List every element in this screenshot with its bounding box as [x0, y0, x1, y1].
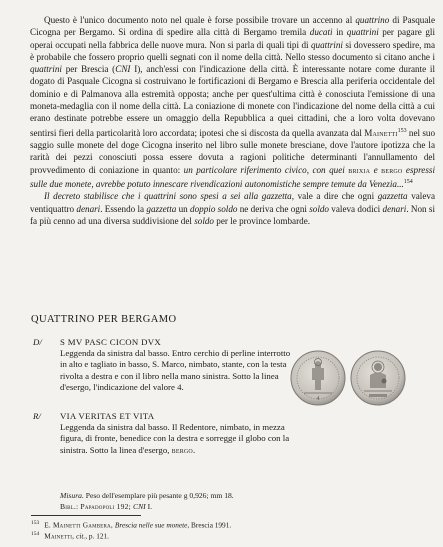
italic-run: doppio soldo	[190, 203, 238, 214]
coin-photographs	[288, 345, 408, 411]
mint-mark-word: bergo	[171, 444, 193, 455]
quote-run: un particolare riferimento civico, con quei	[183, 164, 349, 175]
italic-run: soldo	[194, 215, 214, 226]
text-run: , vale a dire che ogni	[291, 191, 378, 202]
quote-run: espressi sulle due monete, avrebbe potuto innescare rivendicazioni autonomistiche sempre temute da Venezia...	[30, 164, 435, 189]
italic-run: soldo	[309, 203, 329, 214]
italic-run: CNI	[115, 64, 131, 75]
text-run: nel suo saggio sulle monete del doge Cicogna inserito nel libro sulle monete bresciane, dove l'autore ipotizza che la rarità dei pezzi conosciuti possa essere dovuta a ragioni politiche determinanti l'annullamento del provvedimento di coniazione in quanto:	[30, 127, 436, 175]
text-run: un	[176, 203, 191, 214]
footnote-ref[interactable]: 154	[403, 178, 413, 185]
text-run: per le province lombarde.	[214, 215, 311, 226]
text-run: .	[192, 444, 196, 455]
text-run: si dovessero spedire, ma è probabile che fossero proprio quelli segnati con il nome della città. Nello stesso documento si citano anche i	[30, 39, 435, 62]
coin-metrics	[60, 490, 234, 512]
footnote-text: , p. 121.	[85, 531, 109, 541]
italic-run: quattrini	[346, 27, 379, 38]
italic-run: denari	[76, 203, 101, 214]
paragraph-1	[30, 14, 435, 190]
footnote-number: 154	[31, 531, 40, 538]
paragraph-2	[30, 190, 435, 227]
reverse-legend: VIA VERITAS ET VITA	[60, 411, 155, 421]
obverse-legend: S MV PASC CICON DVX	[60, 337, 162, 347]
quote-word: bergo	[381, 164, 403, 175]
footnote-number: 153	[31, 520, 40, 526]
italic-run: gazzetta	[146, 203, 177, 214]
reverse-label: R/	[33, 411, 41, 421]
italic-run: quattrini	[310, 39, 343, 50]
reverse-description	[60, 422, 298, 456]
obverse-label: D/	[33, 337, 42, 347]
bibliography-text: I.	[145, 502, 153, 511]
footnote-text: , Brescia 1991.	[187, 520, 232, 530]
text-run: valeva dodici	[329, 203, 383, 214]
italic-run: quattrini	[30, 64, 62, 75]
footnote-author: Mainetti,	[42, 531, 77, 541]
quote-word: brixia	[348, 164, 371, 175]
bibliography-line	[60, 501, 234, 512]
italic-run: gazzetta	[261, 191, 292, 202]
text-run: per pagare gli operai occupati nella fabbrica delle nuove mura. Non si parla di quali tipi di	[30, 27, 435, 50]
text-run: in	[332, 27, 347, 38]
footnote-153	[31, 519, 231, 530]
text-run: Leggenda da sinistra dal basso. Il Redentore, nimbato, in mezza figura, di fronte, benedice con la destra e sorregge il globo con la sinistra. Sotto la linea d'esergo,	[60, 422, 290, 455]
footnote-divider	[31, 515, 141, 516]
bibliography-label: Bibl.:	[60, 502, 79, 511]
footnote-154	[31, 530, 231, 541]
text-run: ne deriva che ogni	[237, 203, 310, 214]
svg-text:4: 4	[316, 396, 320, 402]
footnotes	[31, 519, 231, 541]
italic-run: quattrino	[355, 15, 390, 25]
bibliography-text: Papadopoli 192;	[78, 502, 134, 511]
reverse-coin-image	[351, 351, 405, 405]
text-run: valeva ventiquattro	[30, 191, 435, 214]
text-run: I), anch'essi con l'indicazione della città. È interessante notare come durante il dogato di Pasquale Cicogna si costruivano le fortificazioni di Bergamo e Brescia alla periferia occidentale del dominio e di Palmanova alla estremità opposta; anche per quest'ultima città è conosciuta l'emissione di una moneta-medaglia con il nome della città. La coniazione di monete con l'indicazione del nome della città a cui erano destinate potrebbe essere un omaggio della Repubblica a quei cittadini, che a loro volta dovevano sentirsi fieri della particolarità loro accordata; ipotesi che si discosta da quella avanzata dal	[30, 64, 435, 138]
italic-run: denari	[382, 203, 407, 214]
measure-label: Misura.	[60, 491, 84, 500]
italic-run: gazzetta	[377, 191, 408, 202]
footnote-title: cit.	[76, 531, 86, 541]
measure-line	[60, 490, 234, 501]
footnote-title: Brescia nelle sue monete	[114, 520, 188, 530]
text-run: di Pasquale Cicogna per Bergamo. Si ordina di spedire alla città di Bergamo tremila	[30, 15, 435, 38]
obverse-coin-image	[291, 351, 345, 405]
footnote-author: E. Mainetti Gambera,	[42, 520, 115, 530]
measure-text: Peso dell'esemplare più pesante g 0,926; mm 18.	[83, 491, 234, 500]
footnote-ref[interactable]: 153	[397, 127, 407, 134]
text-run: . Essendo la	[100, 203, 147, 214]
text-run: . Non si fa più cenno ad una diversa suddivisione del	[30, 203, 435, 226]
author-name: Mainetti	[364, 127, 398, 138]
quote-run: e	[370, 164, 382, 175]
text-run: per Brescia (	[61, 64, 116, 75]
italic-run: Il decreto stabilisce che i quattrini sono spesi a sei alla	[44, 191, 262, 202]
section-title: QUATTRINO PER BERGAMO	[31, 314, 177, 325]
bibliography-catalog: CNI	[133, 502, 146, 511]
body-text	[30, 14, 435, 227]
obverse-description: Leggenda da sinistra dal basso. Entro cerchio di perline interrotto in alto e tagliato in basso, S. Marco, nimbato, stante, con la testa rivolta a destra e con il libro nella mano sinistra. Sotto la linea d'esergo, l'indicazione del valore 4.	[60, 348, 291, 393]
italic-run: ducati	[309, 27, 333, 38]
text-run: Questo è l'unico documento noto nel quale è forse possibile trovare un accenno al	[44, 15, 356, 25]
